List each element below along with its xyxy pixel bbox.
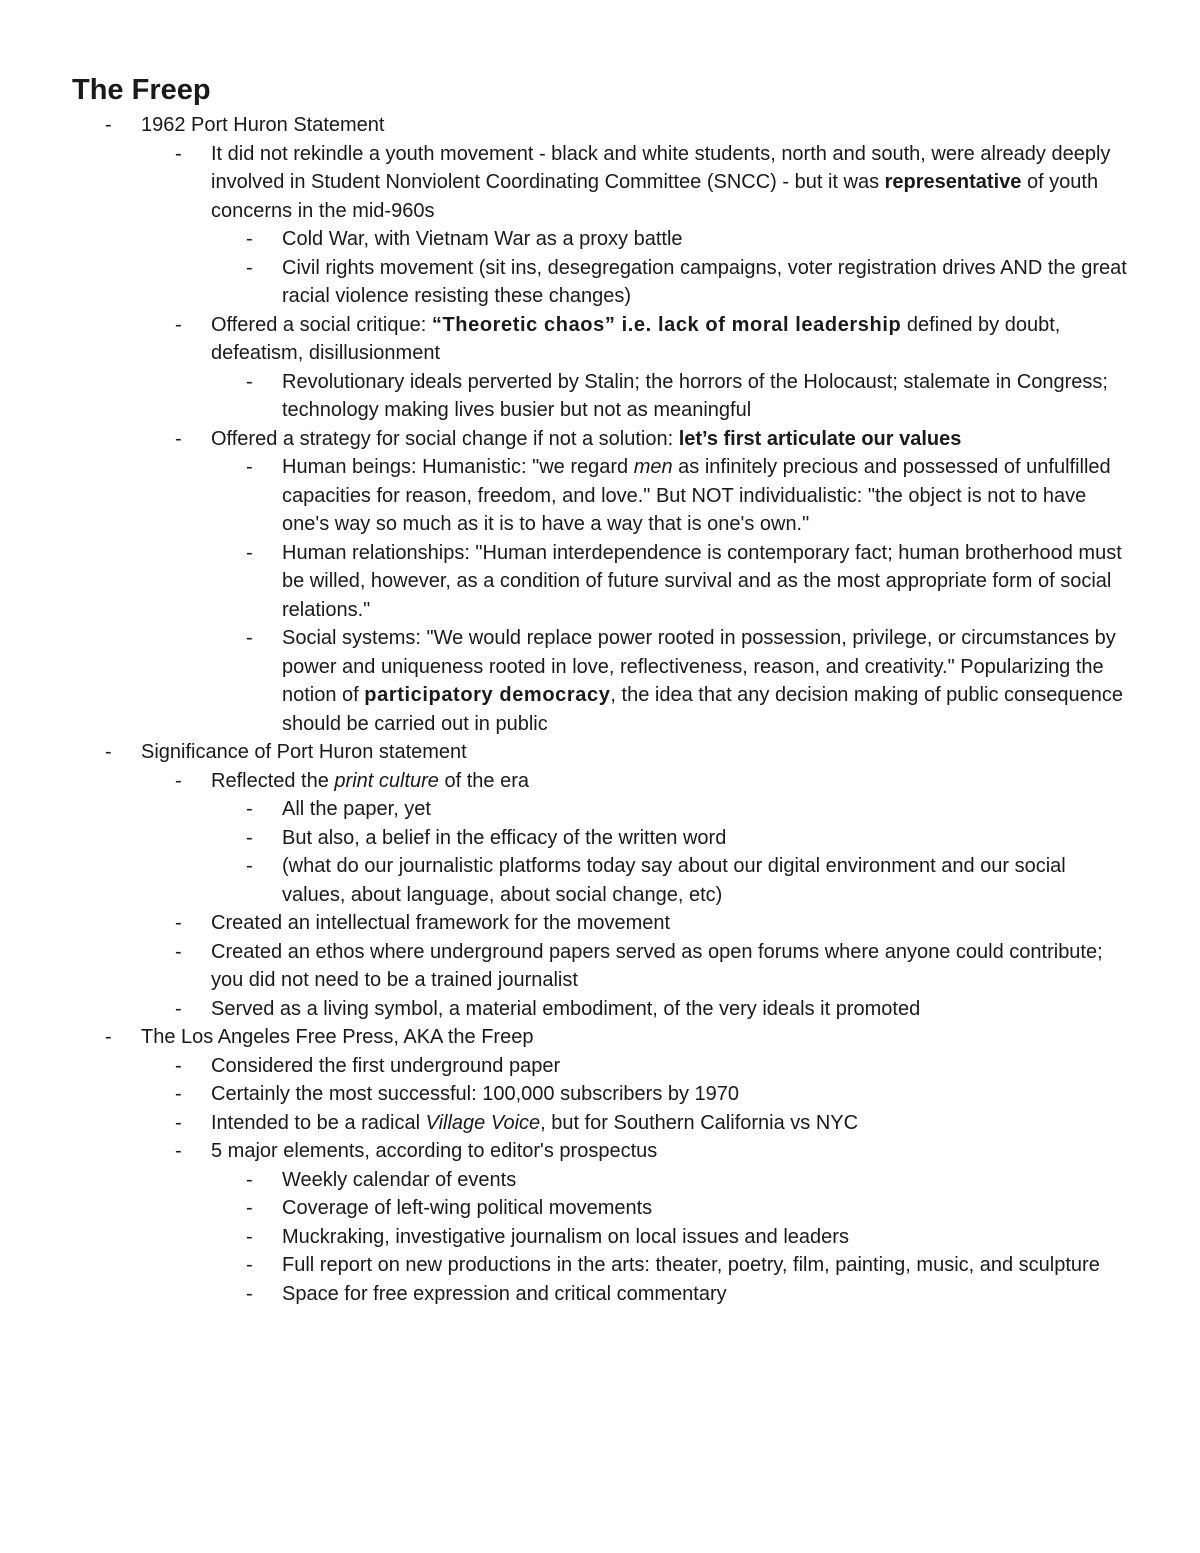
list-item-text: Created an intellectual framework for the movement xyxy=(211,912,671,934)
list-item-text: Muckraking, investigative journalism on local issues and leaders xyxy=(282,1225,849,1248)
bullet-dash: - xyxy=(246,541,253,564)
list-item-text: Significance of Port Huron statement xyxy=(141,741,467,763)
list-item-level-3 xyxy=(0,1194,1132,1223)
list-item-text: Intended to be a radical xyxy=(211,1111,426,1134)
list-item-text: Cold War, with Vietnam War as a proxy battle xyxy=(282,228,683,250)
bullet-dash: - xyxy=(175,940,182,963)
list-item-level-2 xyxy=(0,1052,1131,1081)
list-item-level-3 xyxy=(0,225,1132,254)
bullet-dash: - xyxy=(175,1111,182,1134)
list-item-text: Coverage of left-wing political movements xyxy=(282,1197,653,1219)
list-item-text: Weekly calendar of events xyxy=(282,1168,517,1191)
bullet-dash: - xyxy=(175,1140,182,1162)
document-title: The Freep xyxy=(72,74,211,106)
list-item-level-3 xyxy=(0,1166,1132,1195)
list-item-level-2 xyxy=(0,1080,1131,1109)
bullet-dash: - xyxy=(246,456,253,478)
bullet-dash: - xyxy=(246,798,253,820)
list-item-level-2 xyxy=(0,767,1131,796)
list-item-text: All the paper, yet xyxy=(282,798,431,820)
list-item-text: Certainly the most successful: 100,000 subscribers by 1970 xyxy=(211,1083,740,1105)
list-item-text: Served as a living symbol, a material embodiment, of the very ideals it promoted xyxy=(211,997,921,1020)
bullet-dash: - xyxy=(175,427,182,450)
bullet-dash: - xyxy=(246,228,253,250)
list-item-text: of the era xyxy=(438,769,529,792)
list-item-text: defined by doubt, defeatism, disillusionment xyxy=(211,313,1061,364)
bullet-dash: - xyxy=(246,1225,253,1248)
bold-text: participatory democracy xyxy=(364,684,611,706)
list-item-text: Human relationships: "Human interdependence is contemporary fact; human brotherhood must be willed, however, as a condition of future survival and as the most appropriate form of social relations." xyxy=(282,541,1122,621)
list-item-level-3 xyxy=(0,539,1132,625)
list-item-text: as infinitely precious and possessed of unfulfilled capacities for reason, freedom, and love." But NOT individualistic: "the object is not to have one's way so much as it is to have a way that is one's own." xyxy=(282,456,1111,535)
list-item-level-2 xyxy=(0,425,1131,454)
bullet-dash: - xyxy=(246,256,253,279)
list-item-text: Space for free expression and critical commentary xyxy=(282,1282,727,1305)
bullet-dash: - xyxy=(246,1168,253,1191)
list-item-level-2 xyxy=(0,995,1131,1024)
list-item-text: The Los Angeles Free Press, AKA the Freep xyxy=(141,1026,534,1048)
list-item-text: Offered a strategy for social change if not a solution: xyxy=(211,427,679,450)
italic-text: Village Voice xyxy=(425,1111,541,1134)
list-item-level-3 xyxy=(0,824,1132,853)
list-item-level-2 xyxy=(0,140,1131,226)
list-item-text: Social systems: "We would replace power rooted in possession, privilege, or circumstances by power and uniqueness rooted in love, reflectiveness, reason, and creativity." Popularizing the notion of xyxy=(282,627,1116,706)
list-item-text: But also, a belief in the efficacy of the written word xyxy=(282,826,727,849)
bullet-outline xyxy=(0,111,1200,1308)
list-item-text: Human beings: Humanistic: "we regard xyxy=(282,456,634,478)
list-item-text: of youth concerns in the mid-960s xyxy=(211,171,1099,222)
list-item-level-2 xyxy=(0,909,1131,938)
list-item-level-1 xyxy=(0,1023,1131,1052)
list-item-text: 1962 Port Huron Statement xyxy=(141,114,385,136)
bullet-dash: - xyxy=(175,313,182,336)
list-item-text: Revolutionary ideals perverted by Stalin; the horrors of the Holocaust; stalemate in Congress; technology making lives busier but not as meaningful xyxy=(282,370,1108,421)
list-item-text: , but for Southern California vs NYC xyxy=(540,1111,859,1134)
bullet-dash: - xyxy=(246,1254,253,1276)
bullet-dash: - xyxy=(246,1197,253,1219)
bullet-dash: - xyxy=(246,855,253,877)
list-item-level-3 xyxy=(0,624,1132,738)
list-item-text: (what do our journalistic platforms today say about our digital environment and our social values, about language, about social change, etc) xyxy=(282,855,1066,906)
list-item-text: , the idea that any decision making of public consequence should be carried out in public xyxy=(282,684,1123,735)
bullet-dash: - xyxy=(175,1083,182,1105)
list-item-level-2 xyxy=(0,1137,1131,1166)
list-item-level-2 xyxy=(0,311,1131,368)
list-item-text: Considered the first underground paper xyxy=(211,1054,561,1077)
bullet-dash: - xyxy=(105,1026,112,1048)
bullet-dash: - xyxy=(175,912,182,934)
bullet-dash: - xyxy=(246,627,253,649)
bullet-dash: - xyxy=(246,1282,253,1305)
italic-text: men xyxy=(633,456,673,478)
list-item-text: Full report on new productions in the arts: theater, poetry, film, painting, music, and sculpture xyxy=(282,1254,1100,1276)
list-item-level-3 xyxy=(0,1280,1132,1309)
bullet-dash: - xyxy=(246,370,253,393)
list-item-text: 5 major elements, according to editor's prospectus xyxy=(211,1140,658,1162)
list-item-level-3 xyxy=(0,453,1132,539)
list-item-level-3 xyxy=(0,795,1132,824)
list-item-level-3 xyxy=(0,368,1132,425)
bold-text: let’s first articulate our values xyxy=(678,427,962,450)
bullet-dash: - xyxy=(246,826,253,849)
list-item-text: Reflected the xyxy=(211,769,335,792)
bullet-dash: - xyxy=(175,142,182,165)
list-item-level-1 xyxy=(0,111,1131,140)
list-item-text: Created an ethos where underground papers served as open forums where anyone could contribute; you did not need to be a trained journalist xyxy=(211,940,1103,991)
list-item-text: Civil rights movement (sit ins, desegregation campaigns, voter registration drives AND the great racial violence resisting these changes) xyxy=(282,256,1127,307)
list-item-text: Offered a social critique: xyxy=(211,313,432,336)
list-item-level-3 xyxy=(0,1251,1132,1280)
list-item-level-3 xyxy=(0,852,1132,909)
list-item-level-2 xyxy=(0,938,1131,995)
list-item-level-3 xyxy=(0,254,1132,311)
bold-text: representative xyxy=(884,171,1022,193)
list-item-level-3 xyxy=(0,1223,1132,1252)
list-item-text: It did not rekindle a youth movement - black and white students, north and south, were already deeply involved in Student Nonviolent Coordinating Committee (SNCC) - but it was xyxy=(211,142,1111,193)
bullet-dash: - xyxy=(175,769,182,792)
bullet-dash: - xyxy=(175,1054,182,1077)
list-item-level-1 xyxy=(0,738,1131,767)
bullet-dash: - xyxy=(105,741,112,763)
bullet-dash: - xyxy=(175,997,182,1020)
list-item-level-2 xyxy=(0,1109,1131,1138)
italic-text: print culture xyxy=(334,769,439,792)
bold-text: “Theoretic chaos” i.e. lack of moral leadership xyxy=(431,313,902,336)
bullet-dash: - xyxy=(105,114,112,136)
